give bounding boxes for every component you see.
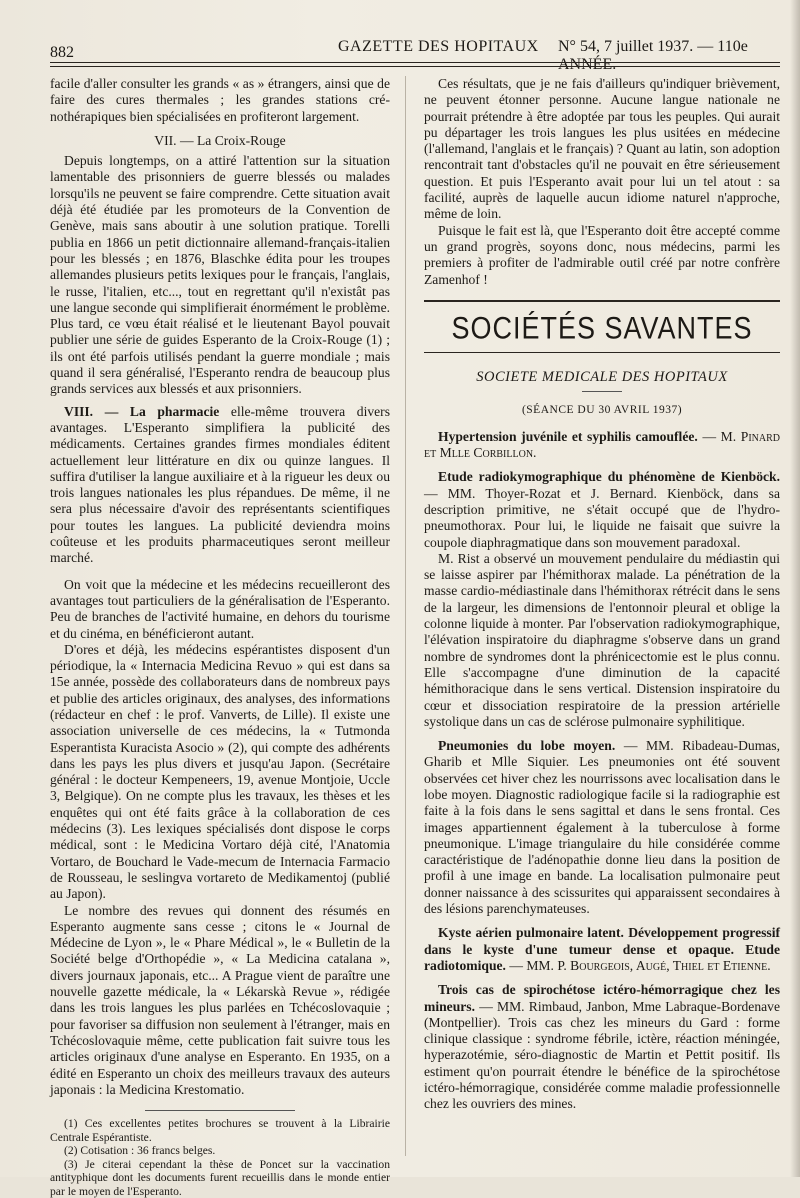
paragraph-resultats: Ces résultats, que je ne fais d'ailleurs qu'indiquer brièvement, ne peuvent étonner personne. Aucune langue nationale ne pourrait prétendre à être adoptée par tous les peuples. Qui aurait pu départager les trois langues les plus usitées en médecine (l'allemand, l'anglais et le français) ? Quant au latin, son adoption rencontrait tant d'obstacles qu'il ne pouvait en être sérieusement question. Et puis l'Esperanto avait pour lui un tel atout : sa facilité, auprès de laquelle aucun idiome naturel n'approche, même de loin. — [424, 76, 780, 222]
article-kienbock-text: — MM. Thoyer-Rozat et J. Bernard. Kienböck, dans sa description primitive, ne s'était occupé que de l'hydro-pneumothorax. Pour lui, le liquide ne faisait que suivre la coupole diaphragmatique dans son mouvement paradoxal. — [424, 485, 780, 550]
article-kienbock — [424, 469, 780, 550]
page-header — [50, 36, 780, 73]
column-divider — [405, 76, 406, 1156]
paragraph-croix-rouge: Depuis longtemps, on a attiré l'attention sur la situation lamentable des prisonniers de guerre blessés ou malades lorsqu'ils ne peuvent se faire comprendre. Cette situation avait déjà été étudiée par les promoteurs de la Convention de Genève, mais sans aboutir à une solution pratique. Torelli publia en 1866 un petit dictionnaire allemand-français-italien pour les blessés ; en 1876, Blaschke édita pour les troupes allemandes plusieurs petits lexiques pour le français, l'anglais, le russe, l'italien, etc..., tout en regrettant qu'il n'existât pas une langue seconde qui simplifierait énormément le problème. Plus tard, ce vœu était réalisé et le lieutenant Bayol pouvait publier une série de guides Esperanto de la Croix-Rouge (1) ; ils ont été parfois utilisés pendant la guerre mondiale ; mais quand il sera généralisé, l'Esperanto rendra de beaucoup plus grands services aux blessés et aux prisonniers. — [50, 153, 390, 397]
intro-paragraph: facile d'aller consulter les grands « as » étrangers, ainsi que de faire des cures thermales ; les grandes stations cré-nothérapiques bien spécialisées en profiteront largement. — [50, 76, 390, 124]
article-kienbock-title: Etude radiokymographique du phénomène de Kienböck. — [438, 469, 780, 485]
article-hypertension-authors: — M. Pinard et Mlle Corbillon. — [424, 428, 781, 461]
article-kienbock-paragraph-2: M. Rist a observé un mouvement pendulaire du médiastin qui se laisse aspirer par l'hémithorax malade. La pénétration de la masse cardio-médiastinale dans l'hémithorax rétrécit dans le sens de la largeur, les dimensions de l'entonnoir pleural et oblige la colonne liquide à monter. Par l'observation radiokymographique, l'élévation inspiratoire du diaphragme s'observe dans un grand nombre de syndromes dont la phrénicectomie est le plus connu. Elle s'accompagne d'une diminution de la capacité hémithoracique dans le sens vertical. Distension inspiratoire du cœur et dissociation respiratoire de la pression artérielle systolique dans un cas de sclérose pulmonaire syphilitique. — [424, 550, 780, 729]
article-kyste — [424, 925, 780, 974]
pharmacie-text: elle-même trouvera divers avantages. L'Esperanto simplifiera la publicité des médicaments. Certaines grandes firmes mondiales éditent actuellement leur littérature en dix ou quinze langues. Il suffira d'utiliser la langue auxiliaire et à la rigueur les deux ou trois langues nationales les plus répandues. De même, il ne sera plus nécessaire d'avoir des représentants scientifiques pour toutes les langues. La publicité deviendra moins coûteuse et les produits pharmaceutiques seront meilleur marché. — [50, 403, 390, 566]
article-spirochetose-text: — MM. Rimbaud, Janbon, Mme Labraque-Bordenave (Montpellier). Trois cas chez les mineurs du Gard : forme clinique classique : syndrome fébrile, ictère, réaction méningée, hyperazotémie, séro-diagnostic de Martin et Pettit positif. Ils estiment qu'on pourrait étendre le bénéfice de la spirochétose ictéro-hémorragique, considérée comme maladie professionnelle chez les ouvriers des mines. — [424, 998, 780, 1112]
paragraph-puisque: Puisque le fait est là, que l'Esperanto doit être accepté comme un grand progrès, soyons donc, nous médecins, parmi les premiers à profiter de l'admirable outil créé par notre confrère Zamenhof ! — [424, 222, 780, 287]
journal-title: GAZETTE DES HOPITAUX — [338, 38, 539, 55]
societes-rule-top — [424, 300, 780, 302]
footnote-rule — [145, 1110, 295, 1111]
societes-rule-bottom — [424, 352, 780, 353]
right-column — [424, 76, 780, 1113]
footnote-1: (1) Ces excellentes petites brochures se trouvent à la Librairie Centrale Espérantiste. — [50, 1117, 390, 1144]
left-column — [50, 76, 390, 1198]
societe-medicale-heading: SOCIETE MEDICALE DES HOPITAUX — [476, 369, 728, 386]
article-pneumonies-title: Pneumonies du lobe moyen. — [438, 738, 616, 754]
paragraph-on-voit: On voit que la médecine et les médecins recueilleront des avantages tout particuliers de la généralisation de l'Esperanto. Peu de branches de l'activité humaine, en dehors du tourisme et du cinéma, en bénéficieront autant. — [50, 576, 390, 641]
seance-date: (SÉANCE DU 30 AVRIL 1937) — [521, 404, 683, 417]
issue-line: N° 54, 7 juillet 1937. — 110e ANNÉE. — [558, 38, 748, 73]
footnote-2: (2) Cotisation : 36 francs belges. — [64, 1144, 216, 1158]
article-spirochetose-title: Trois cas de spirochétose ictéro-hémorragique chez les mineurs. — [424, 982, 780, 1014]
article-spirochetose — [424, 982, 780, 1112]
societes-savantes-title: SOCIÉTÉS SAVANTES — [451, 310, 753, 346]
header-rule-top — [50, 62, 780, 63]
paragraph-dores: D'ores et déjà, les médecins espérantistes disposent d'un périodique, la « Internacia Medicina Revuo » qui est dans sa 15e année, possède des collaborateurs dans de nombreux pays et publie des articles originaux, des analyses, des informations (rédacteur en chef : le prof. Vanverts, de Lille). Il existe une association universelle de ces médecins, la « Tutmonda Esperantista Kuracista Asocio » (2), qui compte des adhérents dans les pays les plus divers et jusqu'au Japon. (Secrétaire général : le docteur Kempeneers, 19, avenue Montjoie, Uccle 3, Belgique). On ne compte plus les travaux, les thèses et les enquêtes qui ont été faits grâce à la collaboration de ces médecins (3). Les lexiques spécialisés dont dispose le corps médical, sont : le Medicina Vortaro déjà cité, l'Anatomia Vortaro, de Bouchard le Vade-mecum de Internacia Farmacio de Rousseau, le seslingva vortareto de Medikamentoj (publié au Japon). — [50, 641, 390, 902]
paragraph-nombre: Le nombre des revues qui donnent des résumés en Esperanto augmente sans cesse ; citons le « Journal de Médecine de Lyon », le « Phare Médical », le « Bulletin de la Société belge d'Orthopédie », « La Medicina catalana », divers journaux japonais, etc... A Prague vient de paraître une nouvelle gazette médicale, la « Lékarskà Revue », rédigée dans les trois langues les plus parlées en Tchécoslovaquie ; pour favoriser sa diffusion non seulement à l'étranger, mais en Tchécoslovaquie même, cette publication fait suivre tous les articles originaux d'une analyse en Esperanto. En 1935, on a édité en Esperanto un choix des meilleurs travaux des auteurs japonais : la Medicina Krestomatio. — [50, 902, 390, 1097]
header-rule-bottom — [50, 66, 780, 67]
article-kyste-title: Kyste aérien pulmonaire latent. Développement progressif dans le kyste d'une tumeur dense et opaque. Etude radiotomique. — [424, 925, 780, 973]
article-hypertension — [424, 429, 780, 462]
article-pneumonies-text: — MM. Ribadeau-Dumas, Gharib et Mlle Siquier. Les pneumonies ont été souvent observées cet hiver chez les nourrissons avec localisation dans le lobe moyen. Diagnostic radiologique facile si la radiographie est faite à la fois dans le sens sagittal et dans le sens frontal. Ces images appartiennent également à la tuberculose à forme pneumonique. L'image triangulaire du hile considérée comme caractéristique de l'adénopathie donne lieu dans la position de profil à une image en bande. La localisation pulmonaire peut donner naissance à des scissurites qui apparaissent secondaires à des lésions parenchymateuses. — [424, 738, 780, 917]
page-number: 882 — [50, 44, 74, 61]
section-heading-pharmacie: VIII. — La pharmacie — [64, 403, 220, 419]
section-heading-croix-rouge: VII. — La Croix-Rouge — [154, 132, 286, 148]
article-kyste-authors: — MM. P. Bourgeois, Augé, Thiel et Etienne. — [505, 957, 771, 973]
article-pneumonies — [424, 738, 780, 917]
article-hypertension-title: Hypertension juvénile et syphilis camouflée. — [438, 428, 698, 444]
paragraph-pharmacie — [50, 404, 390, 567]
small-divider — [582, 391, 622, 392]
footnote-3: (3) Je citerai cependant la thèse de Poncet sur la vaccination antityphique dont les documents furent recueillis dans le monde entier par le moyen de l'Esperanto. — [50, 1157, 390, 1198]
page-fold-shadow — [790, 0, 800, 1177]
